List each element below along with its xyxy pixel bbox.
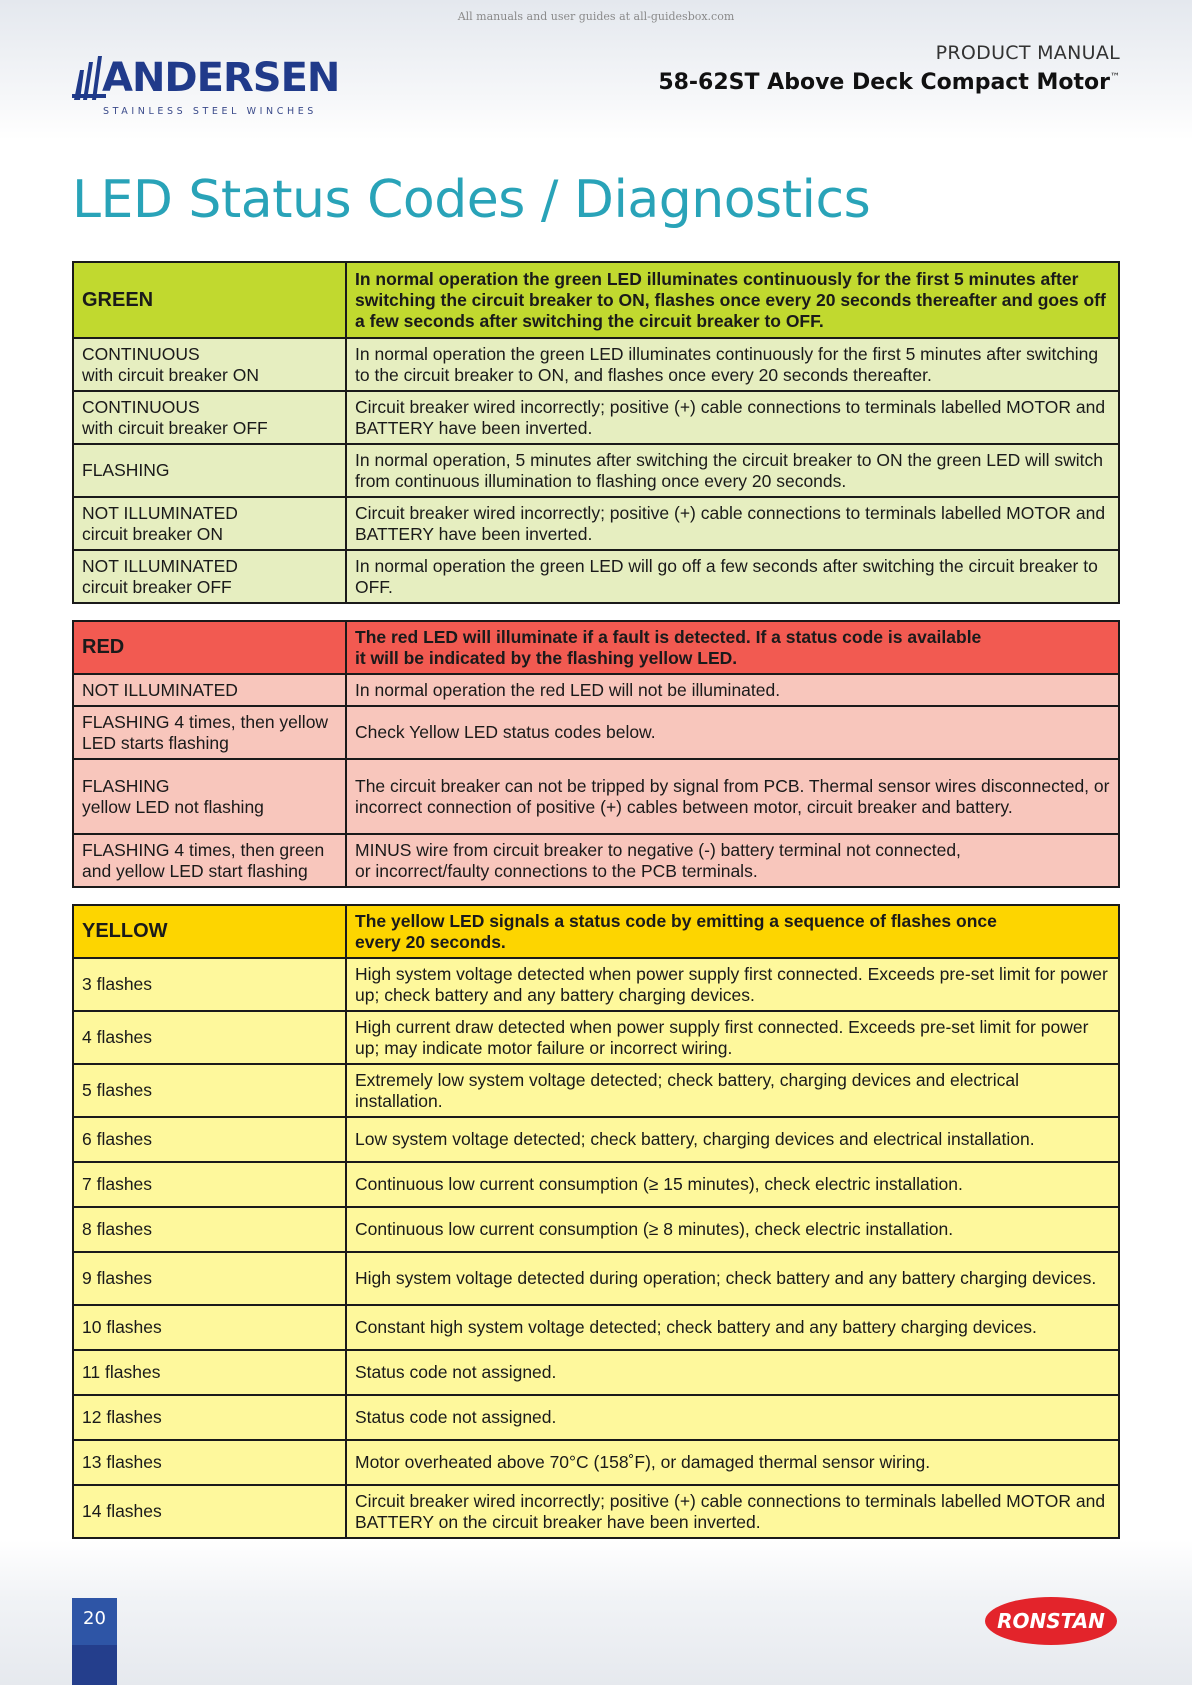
doc-type-label: PRODUCT MANUAL	[935, 42, 1120, 64]
table-row	[73, 834, 1119, 887]
product-title	[658, 70, 1120, 95]
red-led-table	[72, 620, 1120, 888]
status-state: 9 flashes	[73, 1252, 346, 1305]
status-description: MINUS wire from circuit breaker to negative (-) battery terminal not connected, or incorrect/faulty connections to the PCB terminals.	[346, 834, 1119, 887]
status-state: CONTINUOUS with circuit breaker ON	[73, 338, 346, 391]
status-description: The circuit breaker can not be tripped by signal from PCB. Thermal sensor wires disconnected, or incorrect connection of positive (+) cables between motor, circuit breaker and battery.	[346, 759, 1119, 834]
red-led-summary: The red LED will illuminate if a fault is detected. If a status code is available it will be indicated by the flashing yellow LED.	[346, 621, 1119, 674]
table-row	[73, 1011, 1119, 1064]
status-description: Circuit breaker wired incorrectly; positive (+) cable connections to terminals labelled MOTOR and BATTERY have been inverted.	[346, 391, 1119, 444]
status-state: 4 flashes	[73, 1011, 346, 1064]
green-header-row	[73, 262, 1119, 338]
red-led-label: RED	[73, 621, 346, 674]
status-state: 14 flashes	[73, 1485, 346, 1538]
green-led-summary: In normal operation the green LED illuminates continuously for the first 5 minutes after switching the circuit breaker to ON, flashes once every 20 seconds thereafter and goes off a few seconds after switching the circuit breaker to OFF.	[346, 262, 1119, 338]
status-description: Low system voltage detected; check battery, charging devices and electrical installation.	[346, 1117, 1119, 1162]
table-row	[73, 550, 1119, 603]
status-description: Status code not assigned.	[346, 1395, 1119, 1440]
status-state: 13 flashes	[73, 1440, 346, 1485]
status-description: High system voltage detected when power supply first connected. Exceeds pre-set limit for power up; check battery and any battery charging devices.	[346, 958, 1119, 1011]
table-row	[73, 1395, 1119, 1440]
green-led-table	[72, 261, 1120, 604]
yellow-led-table	[72, 904, 1120, 1539]
status-description: Continuous low current consumption (≥ 8 minutes), check electric installation.	[346, 1207, 1119, 1252]
status-state: NOT ILLUMINATED circuit breaker ON	[73, 497, 346, 550]
status-state: FLASHING 4 times, then green and yellow LED start flashing	[73, 834, 346, 887]
status-description: Constant high system voltage detected; check battery and any battery charging devices.	[346, 1305, 1119, 1350]
status-state: 3 flashes	[73, 958, 346, 1011]
table-row	[73, 1485, 1119, 1538]
status-state: 11 flashes	[73, 1350, 346, 1395]
status-state: 12 flashes	[73, 1395, 346, 1440]
status-state: FLASHING	[73, 444, 346, 497]
table-row	[73, 1162, 1119, 1207]
table-row	[73, 1305, 1119, 1350]
table-row	[73, 338, 1119, 391]
status-description: In normal operation, 5 minutes after switching the circuit breaker to ON the green LED will switch from continuous illumination to flashing once every 20 seconds.	[346, 444, 1119, 497]
red-header-row	[73, 621, 1119, 674]
status-state: CONTINUOUS with circuit breaker OFF	[73, 391, 346, 444]
table-row	[73, 1350, 1119, 1395]
green-led-label: GREEN	[73, 262, 346, 338]
table-row	[73, 706, 1119, 759]
status-state: 6 flashes	[73, 1117, 346, 1162]
status-state: NOT ILLUMINATED circuit breaker OFF	[73, 550, 346, 603]
product-title-text: 58-62ST Above Deck Compact Motor	[658, 70, 1110, 95]
page-title: LED Status Codes / Diagnostics	[72, 170, 871, 230]
table-row	[73, 1117, 1119, 1162]
watermark-text: All manuals and user guides at all-guidesbox.com	[457, 10, 735, 23]
status-description: In normal operation the green LED will go off a few seconds after switching the circuit breaker to OFF.	[346, 550, 1119, 603]
brand-subtitle: STAINLESS STEEL WINCHES	[103, 106, 317, 117]
status-state: 8 flashes	[73, 1207, 346, 1252]
ronstan-logo	[984, 1596, 1118, 1646]
yellow-led-summary: The yellow LED signals a status code by emitting a sequence of flashes once every 20 seconds.	[346, 905, 1119, 958]
status-description: In normal operation the green LED illuminates continuously for the first 5 minutes after switching to the circuit breaker to ON, and flashes once every 20 seconds thereafter.	[346, 338, 1119, 391]
table-row	[73, 391, 1119, 444]
status-description: Status code not assigned.	[346, 1350, 1119, 1395]
table-row	[73, 1064, 1119, 1117]
yellow-header-row	[73, 905, 1119, 958]
table-row	[73, 497, 1119, 550]
andersen-logo	[72, 54, 340, 122]
status-state: 10 flashes	[73, 1305, 346, 1350]
page-number: 20	[83, 1608, 106, 1629]
status-description: Check Yellow LED status codes below.	[346, 706, 1119, 759]
status-state: 5 flashes	[73, 1064, 346, 1117]
status-description: High system voltage detected during operation; check battery and any battery charging devices.	[346, 1252, 1119, 1305]
status-state: FLASHING 4 times, then yellow LED starts flashing	[73, 706, 346, 759]
table-row	[73, 759, 1119, 834]
ronstan-logo-text: RONSTAN	[997, 1609, 1105, 1633]
winch-mark-icon	[72, 56, 106, 102]
table-row	[73, 674, 1119, 706]
status-description: Extremely low system voltage detected; check battery, charging devices and electrical installation.	[346, 1064, 1119, 1117]
status-description: Motor overheated above 70°C (158˚F), or damaged thermal sensor wiring.	[346, 1440, 1119, 1485]
brand-name: ANDERSEN	[102, 55, 340, 101]
trademark-mark: ™	[1110, 72, 1120, 83]
status-description: Circuit breaker wired incorrectly; positive (+) cable connections to terminals labelled MOTOR and BATTERY on the circuit breaker have been inverted.	[346, 1485, 1119, 1538]
table-row	[73, 958, 1119, 1011]
table-row	[73, 1440, 1119, 1485]
status-state: FLASHING yellow LED not flashing	[73, 759, 346, 834]
status-description: Continuous low current consumption (≥ 15 minutes), check electric installation.	[346, 1162, 1119, 1207]
yellow-led-label: YELLOW	[73, 905, 346, 958]
table-row	[73, 444, 1119, 497]
table-row	[73, 1252, 1119, 1305]
status-description: High current draw detected when power supply first connected. Exceeds pre-set limit for power up; may indicate motor failure or incorrect wiring.	[346, 1011, 1119, 1064]
table-row	[73, 1207, 1119, 1252]
status-state: 7 flashes	[73, 1162, 346, 1207]
status-description: Circuit breaker wired incorrectly; positive (+) cable connections to terminals labelled MOTOR and BATTERY have been inverted.	[346, 497, 1119, 550]
status-description: In normal operation the red LED will not be illuminated.	[346, 674, 1119, 706]
status-state: NOT ILLUMINATED	[73, 674, 346, 706]
